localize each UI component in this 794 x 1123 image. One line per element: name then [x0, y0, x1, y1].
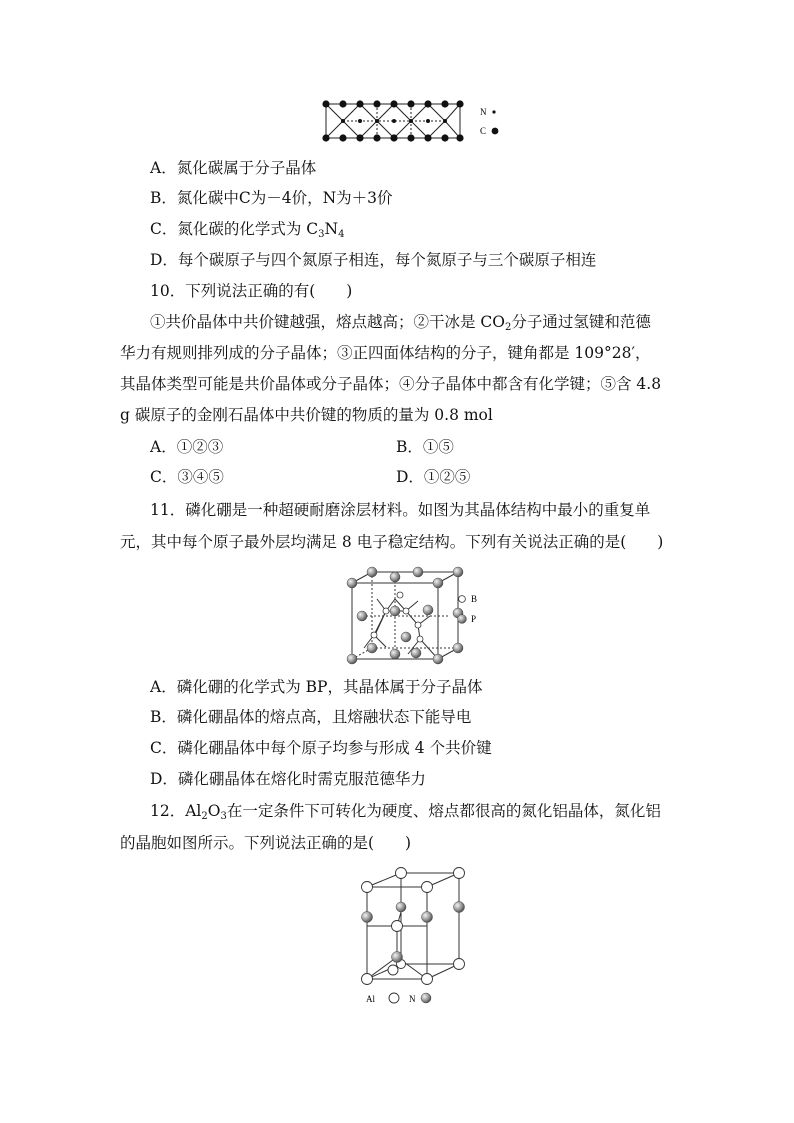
q12-stem-sub1: 2: [201, 811, 208, 822]
q9-option-d: D．每个碳原子与四个氮原子相连，每个氮原子与三个碳原子相连: [150, 251, 597, 269]
q10-option-a: A．①②③: [150, 438, 224, 456]
legend-n-label-2: N: [409, 994, 416, 1004]
q10-para-line-1-sub: 2: [505, 322, 512, 333]
q11-option-a: A．磷化硼的化学式为 BP，其晶体属于分子晶体: [150, 678, 483, 696]
legend-al-label: Al: [366, 994, 375, 1004]
aluminum-nitride-unit-cell-figure: [352, 862, 474, 1008]
legend-al-marker: [389, 993, 399, 1003]
legend-c-label: C: [480, 126, 487, 136]
q10-para-line-1-pre: ①共价晶体中共价键越强，熔点越高；②干冰是 CO: [150, 313, 505, 331]
legend-n-label: N: [480, 107, 487, 117]
q10-option-c: C．③④⑤: [150, 468, 224, 486]
legend-p-label: P: [471, 614, 477, 624]
q9-option-c-mid: N: [324, 220, 339, 238]
q9-option-c-text: C．氮化碳的化学式为 C: [150, 220, 319, 238]
boron-phosphide-unit-cell-figure: [340, 563, 490, 667]
q12-stem-line-1: [150, 801, 661, 821]
q9-option-a: A．氮化碳属于分子晶体: [150, 159, 317, 177]
legend-n-marker-2: [421, 993, 431, 1003]
q12-stem-line-2: 的晶胞如图所示。下列说法正确的是( ): [120, 834, 412, 852]
legend-c-marker: [492, 128, 499, 135]
q10-para-line-4: g 碳原子的金刚石晶体中共价键的物质的量为 0.8 mol: [120, 406, 493, 424]
q10-para-line-1-post: 分子通过氢键和范德: [511, 313, 651, 331]
q10-para-line-1: [150, 312, 651, 332]
q11-option-c: C．磷化硼晶体中每个原子均参与形成 4 个共价键: [150, 739, 492, 757]
legend-n-marker: [492, 110, 495, 113]
q10-stem: 10．下列说法正确的有( ): [150, 282, 353, 300]
q11-stem-line-2: 元，其中每个原子最外层均满足 8 电子稳定结构。下列有关说法正确的是( ): [120, 533, 664, 551]
q10-option-b: B．①⑤: [396, 438, 454, 456]
legend-b-marker: [459, 596, 466, 603]
carbon-nitride-structure-figure: [318, 96, 518, 148]
q10-para-line-3: 其晶体类型可能是共价晶体或分子晶体；④分子晶体中都含有化学键；⑤含 4.8: [120, 375, 662, 393]
q9-option-b: B．氮化碳中C为－4价，N为＋3价: [150, 189, 393, 207]
q11-stem-line-1: 11．磷化硼是一种超硬耐磨涂层材料。如图为其晶体结构中最小的重复单: [150, 501, 651, 519]
q11-option-d: D．磷化硼晶体在熔化时需克服范德华力: [150, 770, 426, 788]
q11-option-b: B．磷化硼晶体的熔点高，且熔融状态下能导电: [150, 708, 472, 726]
legend-b-label: B: [471, 594, 478, 604]
q10-para-line-2: 华力有规则排列成的分子晶体；③正四面体结构的分子，键角都是 109°28′，: [120, 344, 651, 362]
legend-p-marker: [458, 615, 467, 624]
q12-stem-pre: 12．Al: [150, 802, 202, 820]
q12-stem-mid: O: [207, 802, 221, 820]
q10-option-d: D．①②⑤: [396, 468, 471, 486]
q12-stem-post: 在一定条件下可转化为硬度、熔点都很高的氮化铝晶体，氮化铝: [226, 802, 661, 820]
q9-option-c-sub2: 4: [338, 229, 345, 240]
q9-option-c: [150, 219, 344, 239]
q9-option-c-sub1: 3: [318, 229, 325, 240]
q12-stem-sub2: 3: [220, 811, 227, 822]
